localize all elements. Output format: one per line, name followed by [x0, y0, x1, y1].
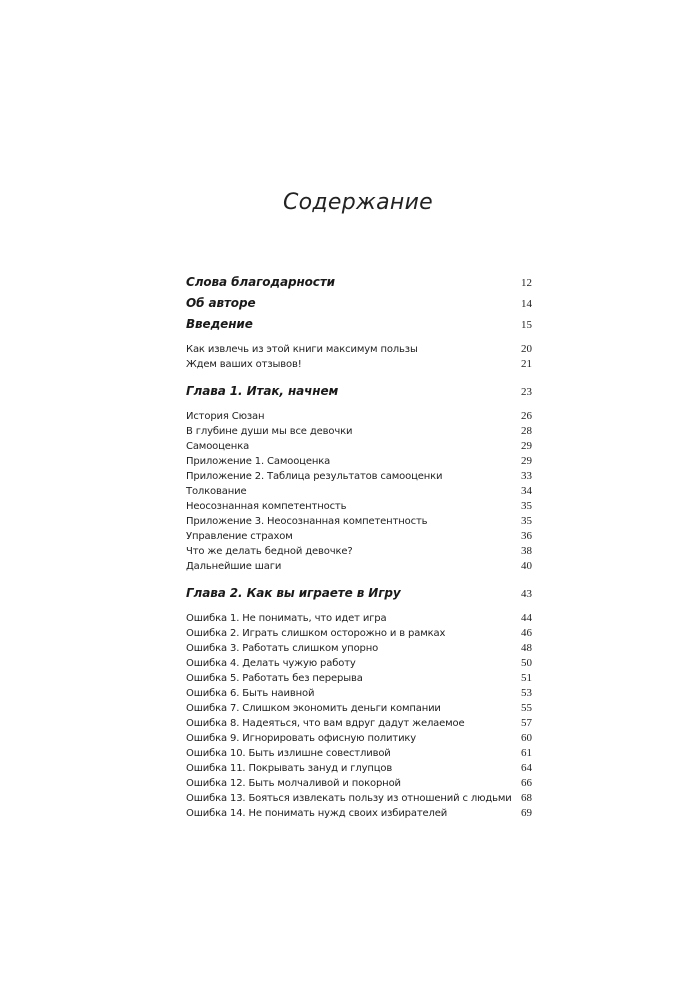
section-gap — [186, 604, 532, 611]
toc-entry-page-number: 68 — [521, 792, 532, 804]
toc-entry-chapter[interactable] — [186, 314, 532, 335]
toc-entry[interactable] — [186, 469, 532, 484]
toc-entry-page-number: 35 — [521, 500, 532, 512]
toc-entry-page-number: 14 — [521, 298, 532, 310]
toc-entry-title: Ждем ваших отзывов! — [186, 359, 302, 370]
toc-entry-title: Ошибка 2. Играть слишком осторожно и в рамках — [186, 628, 446, 639]
toc-entry-page-number: 29 — [521, 455, 532, 467]
toc-entry-page-number: 55 — [521, 702, 532, 714]
toc-entry-title: Об авторе — [186, 296, 256, 310]
toc-entry-title: Управление страхом — [186, 531, 293, 542]
section-gap — [186, 335, 532, 342]
toc-entry-page-number: 33 — [521, 470, 532, 482]
toc-entry-page-number: 51 — [521, 672, 532, 684]
toc-entry-title: В глубине души мы все девочки — [186, 426, 353, 437]
toc-entry-title: Приложение 3. Неосознанная компетентность — [186, 516, 428, 527]
toc-entry-chapter[interactable] — [186, 381, 532, 402]
page-title: Содержание — [282, 190, 434, 215]
toc-entry[interactable] — [186, 357, 532, 372]
toc-entry-title: Неосознанная компетентность — [186, 501, 347, 512]
toc-entry-page-number: 40 — [521, 560, 532, 572]
toc-entry-title: Слова благодарности — [186, 275, 335, 289]
toc-entry-page-number: 34 — [521, 485, 532, 497]
toc-entry[interactable] — [186, 514, 532, 529]
toc-entry[interactable] — [186, 701, 532, 716]
toc-entry[interactable] — [186, 484, 532, 499]
toc-entry[interactable] — [186, 731, 532, 746]
toc-entry-page-number: 44 — [521, 612, 532, 624]
toc-entry[interactable] — [186, 656, 532, 671]
toc-entry[interactable] — [186, 544, 532, 559]
section-gap — [186, 402, 532, 409]
toc-entry-page-number: 38 — [521, 545, 532, 557]
toc-entry-page-number: 66 — [521, 777, 532, 789]
toc-entry[interactable] — [186, 409, 532, 424]
toc-entry-title: Толкование — [186, 486, 247, 497]
toc-entry[interactable] — [186, 439, 532, 454]
toc-entry[interactable] — [186, 671, 532, 686]
toc-entry-title: Ошибка 11. Покрывать зануд и глупцов — [186, 763, 393, 774]
toc-entry-page-number: 50 — [521, 657, 532, 669]
toc-entry-page-number: 53 — [521, 687, 532, 699]
section-gap — [186, 372, 532, 381]
toc-entry-title: Приложение 2. Таблица результатов самооценки — [186, 471, 443, 482]
toc-entry-page-number: 46 — [521, 627, 532, 639]
toc-entry-title: Ошибка 7. Слишком экономить деньги компании — [186, 703, 441, 714]
toc-entry-page-number: 26 — [521, 410, 532, 422]
toc-entry-title: Дальнейшие шаги — [186, 561, 282, 572]
toc-entry-title: Глава 2. Как вы играете в Игру — [186, 586, 401, 600]
toc-entry-page-number: 29 — [521, 440, 532, 452]
toc-entry[interactable] — [186, 559, 532, 574]
toc-entry-page-number: 35 — [521, 515, 532, 527]
toc-entry-title: Глава 1. Итак, начнем — [186, 384, 339, 398]
toc-entry-title: Как извлечь из этой книги максимум пользы — [186, 344, 418, 355]
toc-entry[interactable] — [186, 806, 532, 821]
toc-entry[interactable] — [186, 499, 532, 514]
toc-entry-page-number: 57 — [521, 717, 532, 729]
toc-entry-title: Приложение 1. Самооценка — [186, 456, 331, 467]
toc-entry-page-number: 36 — [521, 530, 532, 542]
toc-entry-page-number: 64 — [521, 762, 532, 774]
toc-entry-title: Ошибка 1. Не понимать, что идет игра — [186, 613, 387, 624]
toc-entry-title: Ошибка 9. Игнорировать офисную политику — [186, 733, 417, 744]
toc-entry[interactable] — [186, 791, 532, 806]
toc-entry[interactable] — [186, 686, 532, 701]
toc-entry[interactable] — [186, 454, 532, 469]
toc-entry-page-number: 20 — [521, 343, 532, 355]
toc-entry[interactable] — [186, 342, 532, 357]
toc-entry[interactable] — [186, 746, 532, 761]
table-of-contents — [186, 272, 532, 821]
toc-entry-page-number: 21 — [521, 358, 532, 370]
toc-entry-chapter[interactable] — [186, 293, 532, 314]
toc-entry-page-number: 43 — [521, 588, 532, 600]
toc-entry-page-number: 12 — [521, 277, 532, 289]
toc-entry-title: Ошибка 4. Делать чужую работу — [186, 658, 356, 669]
toc-entry-title: Ошибка 12. Быть молчаливой и покорной — [186, 778, 401, 789]
toc-entry-chapter[interactable] — [186, 272, 532, 293]
toc-entry[interactable] — [186, 424, 532, 439]
toc-entry-title: Ошибка 3. Работать слишком упорно — [186, 643, 379, 654]
toc-entry[interactable] — [186, 626, 532, 641]
toc-entry-title: Ошибка 6. Быть наивной — [186, 688, 315, 699]
section-gap — [186, 574, 532, 583]
toc-entry-title: Ошибка 10. Быть излишне совестливой — [186, 748, 391, 759]
toc-entry[interactable] — [186, 761, 532, 776]
toc-entry-chapter[interactable] — [186, 583, 532, 604]
toc-entry-title: Ошибка 8. Надеяться, что вам вдруг дадут желаемое — [186, 718, 465, 729]
toc-entry[interactable] — [186, 529, 532, 544]
toc-entry[interactable] — [186, 611, 532, 626]
toc-entry-title: Самооценка — [186, 441, 250, 452]
toc-entry-page-number: 28 — [521, 425, 532, 437]
toc-entry-page-number: 61 — [521, 747, 532, 759]
toc-entry[interactable] — [186, 716, 532, 731]
toc-entry-page-number: 15 — [521, 319, 532, 331]
toc-entry-page-number: 23 — [521, 386, 532, 398]
toc-entry-title: Ошибка 13. Бояться извлекать пользу из отношений с людьми — [186, 793, 512, 804]
toc-entry[interactable] — [186, 776, 532, 791]
toc-entry-title: Что же делать бедной девочке? — [186, 546, 353, 557]
toc-entry-page-number: 60 — [521, 732, 532, 744]
toc-entry-title: Введение — [186, 317, 253, 331]
toc-entry-page-number: 48 — [521, 642, 532, 654]
toc-entry-page-number: 69 — [521, 807, 532, 819]
toc-entry-title: Ошибка 5. Работать без перерыва — [186, 673, 363, 684]
toc-entry[interactable] — [186, 641, 532, 656]
toc-entry-title: История Сюзан — [186, 411, 265, 422]
toc-entry-title: Ошибка 14. Не понимать нужд своих избирателей — [186, 808, 448, 819]
